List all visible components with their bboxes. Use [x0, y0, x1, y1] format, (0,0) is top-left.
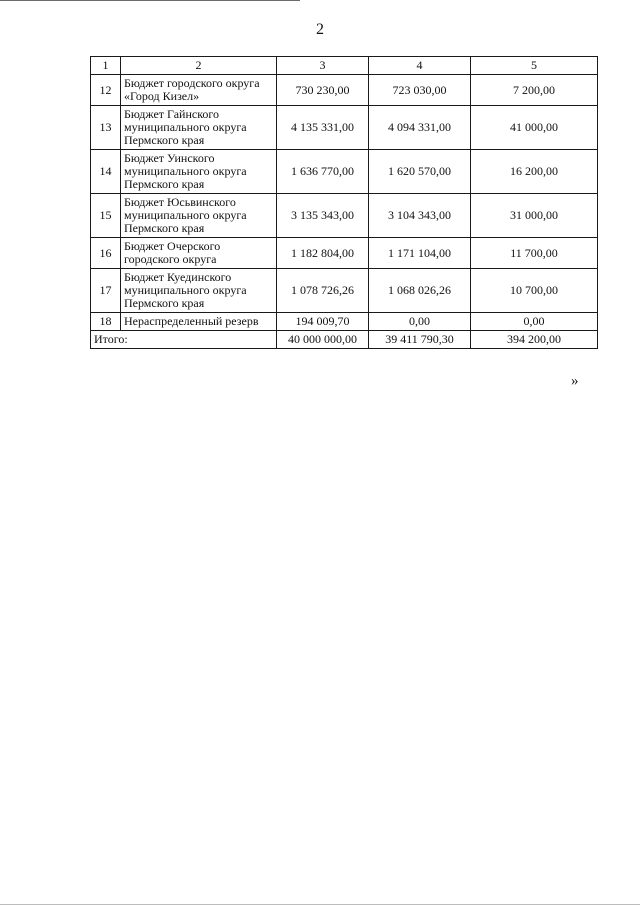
scan-edge-top	[0, 0, 300, 1]
budget-name: Бюджет Куединского муниципального округа Пермского края	[121, 269, 277, 313]
amount-col-4: 0,00	[369, 313, 471, 331]
column-header-3: 3	[277, 57, 369, 75]
budget-name: Бюджет городского округа «Город Кизел»	[121, 75, 277, 106]
column-header-2: 2	[121, 57, 277, 75]
amount-col-4: 4 094 331,00	[369, 106, 471, 150]
page-number: 2	[316, 21, 324, 38]
total-row	[91, 331, 598, 349]
amount-col-4: 1 068 026,26	[369, 269, 471, 313]
amount-col-5: 11 700,00	[471, 238, 598, 269]
amount-col-5: 16 200,00	[471, 150, 598, 194]
row-number: 15	[91, 194, 121, 238]
amount-col-5: 0,00	[471, 313, 598, 331]
amount-col-4: 1 620 570,00	[369, 150, 471, 194]
amount-col-4: 1 171 104,00	[369, 238, 471, 269]
amount-col-3: 3 135 343,00	[277, 194, 369, 238]
budget-name: Нераспределенный резерв	[121, 313, 277, 331]
row-number: 13	[91, 106, 121, 150]
row-number: 14	[91, 150, 121, 194]
table-row	[91, 150, 598, 194]
column-header-5: 5	[471, 57, 598, 75]
amount-col-4: 3 104 343,00	[369, 194, 471, 238]
budget-name: Бюджет Очерского городского округа	[121, 238, 277, 269]
amount-col-3: 1 182 804,00	[277, 238, 369, 269]
amount-col-5: 10 700,00	[471, 269, 598, 313]
total-col-4: 39 411 790,30	[369, 331, 471, 349]
table-row	[91, 106, 598, 150]
amount-col-5: 7 200,00	[471, 75, 598, 106]
table-row	[91, 75, 598, 106]
amount-col-3: 194 009,70	[277, 313, 369, 331]
total-label: Итого:	[91, 331, 277, 349]
amount-col-5: 31 000,00	[471, 194, 598, 238]
total-col-5: 394 200,00	[471, 331, 598, 349]
amount-col-3: 4 135 331,00	[277, 106, 369, 150]
row-number: 16	[91, 238, 121, 269]
amount-col-3: 1 636 770,00	[277, 150, 369, 194]
amount-col-5: 41 000,00	[471, 106, 598, 150]
column-header-1: 1	[91, 57, 121, 75]
table-row	[91, 313, 598, 331]
row-number: 17	[91, 269, 121, 313]
budget-name: Бюджет Юсьвинского муниципального округа Пермского края	[121, 194, 277, 238]
table-row	[91, 238, 598, 269]
amount-col-3: 1 078 726,26	[277, 269, 369, 313]
table-row	[91, 269, 598, 313]
amount-col-3: 730 230,00	[277, 75, 369, 106]
amount-col-4: 723 030,00	[369, 75, 471, 106]
closing-quote-mark: »	[571, 373, 579, 389]
budget-table	[90, 56, 598, 349]
row-number: 18	[91, 313, 121, 331]
budget-name: Бюджет Уинского муниципального округа Пермского края	[121, 150, 277, 194]
total-col-3: 40 000 000,00	[277, 331, 369, 349]
row-number: 12	[91, 75, 121, 106]
budget-name: Бюджет Гайнского муниципального округа Пермского края	[121, 106, 277, 150]
table-row	[91, 194, 598, 238]
column-header-4: 4	[369, 57, 471, 75]
table-header-row	[91, 57, 598, 75]
